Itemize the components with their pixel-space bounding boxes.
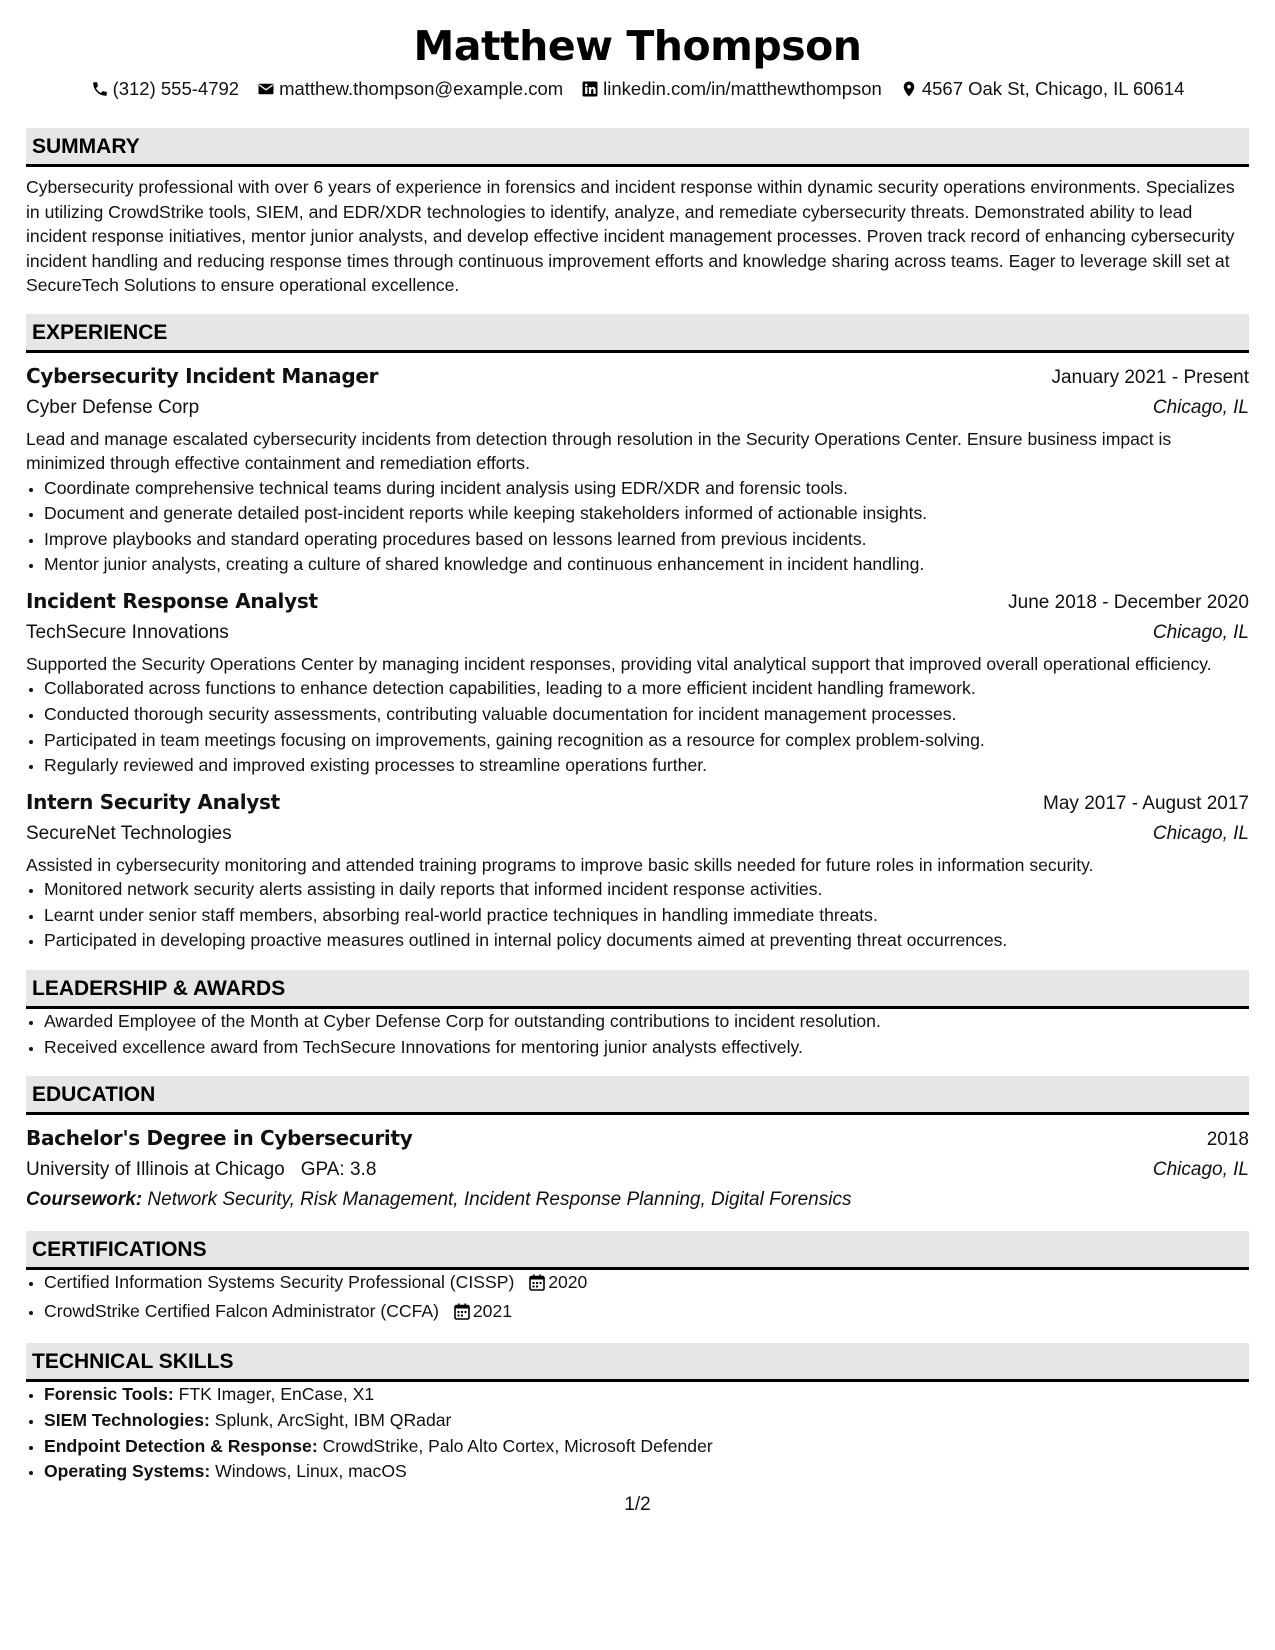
graduation-year: 2018 bbox=[1206, 1129, 1249, 1151]
job-description: Lead and manage escalated cybersecurity incidents from detection through resolution in the Security Operations Center. Ensure business impact is minimized through effective containment and remediation efforts. bbox=[26, 428, 1172, 473]
job-dates: May 2017 - August 2017 bbox=[1043, 792, 1249, 814]
skills-section bbox=[26, 1343, 1249, 1484]
list-item: • Participated in developing proactive measures outlined in internal policy documents aimed at preventing threat occurrences. bbox=[44, 928, 1249, 954]
certifications-heading: CERTIFICATIONS bbox=[26, 1231, 1249, 1270]
list-item bbox=[44, 1382, 1249, 1408]
list-item: • Conducted thorough security assessments, contributing valuable documentation for incident management processes. bbox=[44, 702, 1249, 728]
list-item bbox=[44, 1434, 1249, 1460]
envelope-icon bbox=[257, 80, 275, 98]
page-number: 1/2 bbox=[624, 1494, 651, 1515]
contact-linkedin[interactable] bbox=[581, 78, 882, 100]
skill-category: Endpoint Detection & Response: bbox=[44, 1435, 318, 1456]
list-item bbox=[44, 1270, 1249, 1299]
job-entry bbox=[26, 586, 1249, 779]
contact-email[interactable] bbox=[257, 78, 563, 100]
summary-text: Cybersecurity professional with over 6 years of experience in forensics and incident response within dynamic security operations environments. Specializes in utilizing CrowdStrike tools, SIEM, and EDR/XDR technologies to identify, analyze, and remediate cybersecurity threats. Demonstrated ability to lead incident response initiatives, mentor junior analysts, and develop effective incident management processes. Proven track record of enhancing cybersecurity incident handling and reducing response times through continuous improvement efforts and knowledge sharing across teams. Eager to leverage skill set at SecureTech Solutions to ensure operational excellence. bbox=[26, 177, 1235, 295]
skill-values: CrowdStrike, Palo Alto Cortex, Microsoft Defender bbox=[322, 1435, 713, 1456]
list-item: • Awarded Employee of the Month at Cyber Defense Corp for outstanding contributions to incident resolution. bbox=[44, 1009, 1249, 1035]
job-description: Assisted in cybersecurity monitoring and attended training programs to improve basic skills needed for future roles in information security. bbox=[26, 854, 1094, 875]
list-item: • Learnt under senior staff members, absorbing real-world practice techniques in handling immediate threats. bbox=[44, 903, 1249, 929]
job-dates: June 2018 - December 2020 bbox=[1008, 591, 1249, 613]
linkedin-icon bbox=[581, 80, 599, 98]
skill-category: SIEM Technologies: bbox=[44, 1410, 210, 1430]
company-name: SecureNet Technologies bbox=[26, 822, 232, 844]
certifications-list bbox=[26, 1270, 1249, 1327]
street-address: 4567 Oak St, Chicago, IL 60614 bbox=[921, 78, 1185, 99]
skill-category: Forensic Tools: bbox=[44, 1384, 174, 1405]
list-item: • Improve playbooks and standard operating procedures based on lessons learned from previous incidents. bbox=[44, 527, 1249, 553]
job-title: Intern Security Analyst bbox=[26, 789, 280, 814]
map-pin-icon bbox=[900, 80, 918, 98]
skill-category: Operating Systems: bbox=[44, 1461, 211, 1482]
leadership-heading: LEADERSHIP & AWARDS bbox=[26, 970, 1249, 1009]
list-item bbox=[44, 1459, 1249, 1485]
contact-bar bbox=[26, 76, 1249, 102]
company-name: TechSecure Innovations bbox=[26, 621, 229, 643]
leadership-section bbox=[26, 970, 1249, 1060]
certification-year: 2021 bbox=[472, 1300, 513, 1321]
list-item: • Participated in team meetings focusing on improvements, gaining recognition as a resource for complex problem-solving. bbox=[44, 728, 1249, 754]
summary-section bbox=[26, 128, 1249, 298]
school-name: University of Illinois at Chicago bbox=[26, 1159, 285, 1181]
job-location: Chicago, IL bbox=[1152, 822, 1249, 844]
job-location: Chicago, IL bbox=[1152, 396, 1249, 418]
coursework bbox=[26, 1185, 1249, 1215]
phone-icon bbox=[91, 80, 109, 98]
school-line bbox=[26, 1155, 376, 1185]
list-item: • Coordinate comprehensive technical teams during incident analysis using EDR/XDR and forensic tools. bbox=[44, 476, 1249, 502]
list-item: • Monitored network security alerts assisting in daily reports that informed incident response activities. bbox=[44, 877, 1249, 903]
education-heading: EDUCATION bbox=[26, 1076, 1249, 1115]
linkedin-url: linkedin.com/in/matthewthompson bbox=[603, 78, 882, 99]
job-entry bbox=[26, 361, 1249, 578]
calendar-icon bbox=[529, 1273, 545, 1299]
email-address: matthew.thompson@example.com bbox=[279, 78, 564, 99]
job-bullets bbox=[26, 877, 1249, 954]
calendar-icon bbox=[454, 1302, 470, 1328]
degree-title: Bachelor's Degree in Cybersecurity bbox=[26, 1126, 413, 1151]
job-title: Cybersecurity Incident Manager bbox=[26, 363, 379, 388]
contact-phone bbox=[91, 78, 240, 100]
job-title: Incident Response Analyst bbox=[26, 588, 318, 613]
job-dates: January 2021 - Present bbox=[1051, 366, 1249, 388]
job-location: Chicago, IL bbox=[1152, 621, 1249, 643]
skill-values: Splunk, ArcSight, IBM QRadar bbox=[214, 1410, 452, 1430]
list-item: • Regularly reviewed and improved existing processes to streamline operations further. bbox=[44, 753, 1249, 779]
skill-values: FTK Imager, EnCase, X1 bbox=[178, 1384, 375, 1405]
certification-name: CrowdStrike Certified Falcon Administrator (CCFA) bbox=[44, 1300, 439, 1321]
job-bullets bbox=[26, 676, 1249, 778]
experience-heading: EXPERIENCE bbox=[26, 314, 1249, 353]
summary-heading: SUMMARY bbox=[26, 128, 1249, 167]
candidate-name: Matthew Thompson bbox=[413, 22, 862, 70]
certification-name: Certified Information Systems Security Professional (CISSP) bbox=[44, 1272, 515, 1293]
phone-number: (312) 555-4792 bbox=[112, 78, 240, 99]
job-bullets bbox=[26, 476, 1249, 578]
education-section bbox=[26, 1076, 1249, 1215]
list-item: • Received excellence award from TechSecure Innovations for mentoring junior analysts effectively. bbox=[44, 1035, 1249, 1061]
list-item: • Mentor junior analysts, creating a culture of shared knowledge and continuous enhancement in incident handling. bbox=[44, 552, 1249, 578]
coursework-list: Network Security, Risk Management, Incident Response Planning, Digital Forensics bbox=[147, 1189, 852, 1211]
skills-heading: TECHNICAL SKILLS bbox=[26, 1343, 1249, 1382]
gpa: GPA: 3.8 bbox=[300, 1159, 377, 1181]
experience-section bbox=[26, 314, 1249, 955]
company-name: Cyber Defense Corp bbox=[26, 396, 200, 418]
school-location: Chicago, IL bbox=[1152, 1159, 1249, 1181]
job-description: Supported the Security Operations Center by managing incident responses, providing vital analytical support that improved overall operational efficiency. bbox=[26, 653, 1212, 674]
skill-values: Windows, Linux, macOS bbox=[215, 1461, 407, 1482]
job-entry bbox=[26, 787, 1249, 954]
awards-list bbox=[26, 1009, 1249, 1060]
coursework-label: Coursework: bbox=[26, 1189, 143, 1211]
list-item bbox=[44, 1408, 1249, 1434]
certification-year: 2020 bbox=[548, 1272, 588, 1293]
skills-list bbox=[26, 1382, 1249, 1484]
list-item: • Collaborated across functions to enhance detection capabilities, leading to a more efficient incident handling framework. bbox=[44, 676, 1249, 702]
certifications-section bbox=[26, 1231, 1249, 1327]
list-item bbox=[44, 1299, 1249, 1328]
contact-address bbox=[900, 78, 1185, 100]
list-item: • Document and generate detailed post-incident reports while keeping stakeholders informed of actionable insights. bbox=[44, 501, 1249, 527]
